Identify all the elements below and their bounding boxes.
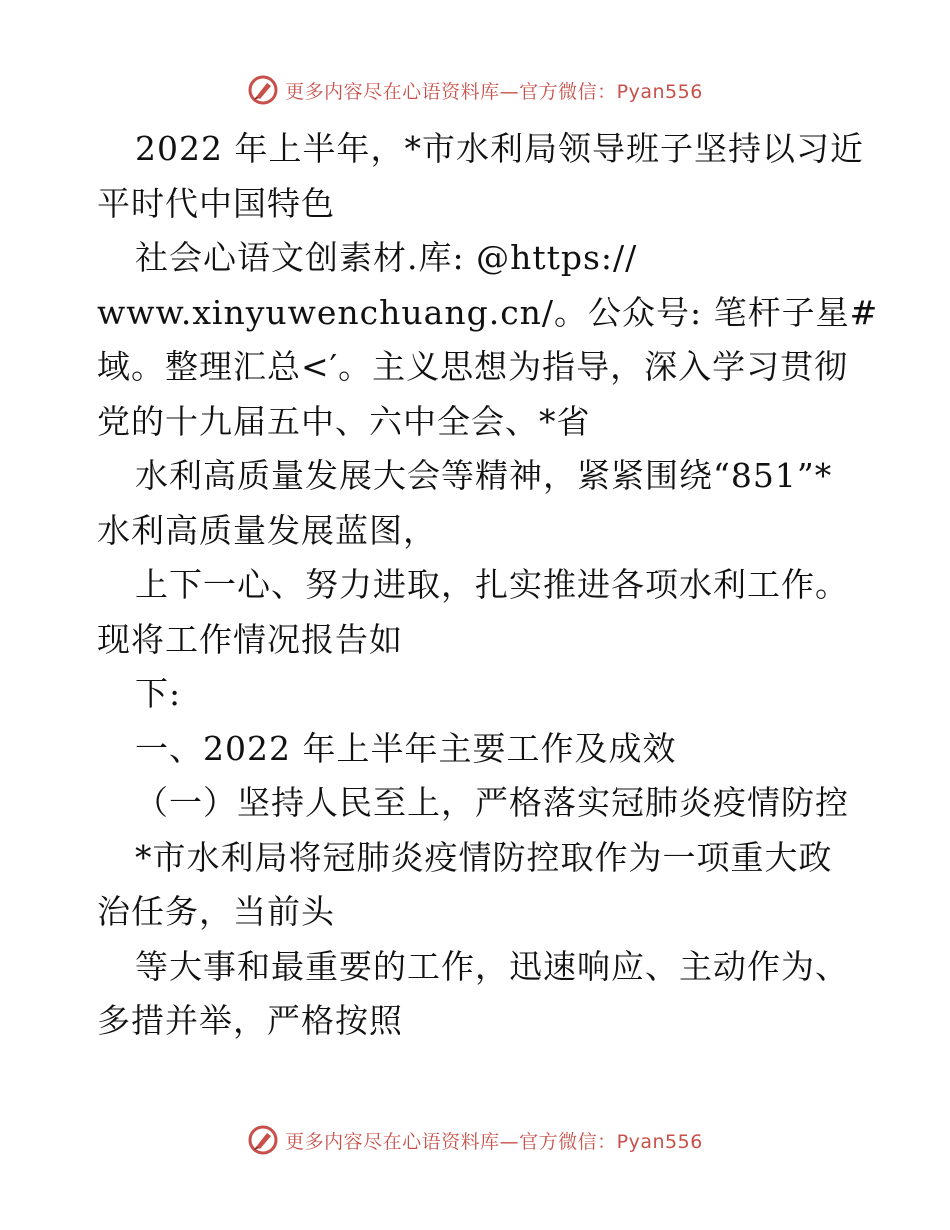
text-line: 等大事和最重要的工作，迅速响应、主动作为、 — [135, 946, 849, 986]
text-line: 水利高质量发展蓝图， — [97, 510, 437, 550]
text-line: （一）坚持人民至上，严格落实冠肺炎疫情防控 — [135, 783, 849, 822]
document-body — [97, 122, 879, 1049]
text-line: 现将工作情况报告如 — [97, 619, 403, 659]
text-line: 治任务，当前头 — [97, 892, 335, 931]
text-line: 上下一心、努力进取，扎实推进各项水利工作。 — [135, 565, 849, 604]
text-line: 社会心语文创素材.库: @https:// — [135, 238, 638, 277]
text-line: 平时代中国特色 — [97, 183, 335, 223]
footer-banner-text: 更多内容尽在心语资料库—官方微信：Pyan556 — [285, 1130, 703, 1153]
text-line: 多措并举，严格按照 — [97, 1001, 403, 1040]
text-line: 一、2022 年上半年主要工作及成效 — [135, 728, 677, 768]
brush-circle-logo-icon — [247, 1124, 279, 1156]
text-line: 党的十九届五中、六中全会、*省 — [97, 401, 591, 441]
header-banner-text: 更多内容尽在心语资料库—官方微信：Pyan556 — [285, 80, 703, 103]
footer-banner — [0, 1120, 950, 1160]
text-line: www.xinyuwenchuang.cn/。公众号: 笔杆子星# — [97, 292, 879, 332]
text-line: 域。整理汇总<′。主义思想为指导，深入学习贯彻 — [97, 347, 849, 386]
text-line: 水利高质量发展大会等精神，紧紧围绕“851”* — [135, 456, 833, 495]
text-line: 下: — [135, 674, 182, 713]
brush-circle-logo-icon — [247, 74, 279, 106]
text-line: *市水利局将冠肺炎疫情防控取作为一项重大政 — [135, 837, 833, 877]
header-banner — [0, 70, 950, 110]
text-line: 2022 年上半年，*市水利局领导班子坚持以习近 — [135, 129, 864, 168]
